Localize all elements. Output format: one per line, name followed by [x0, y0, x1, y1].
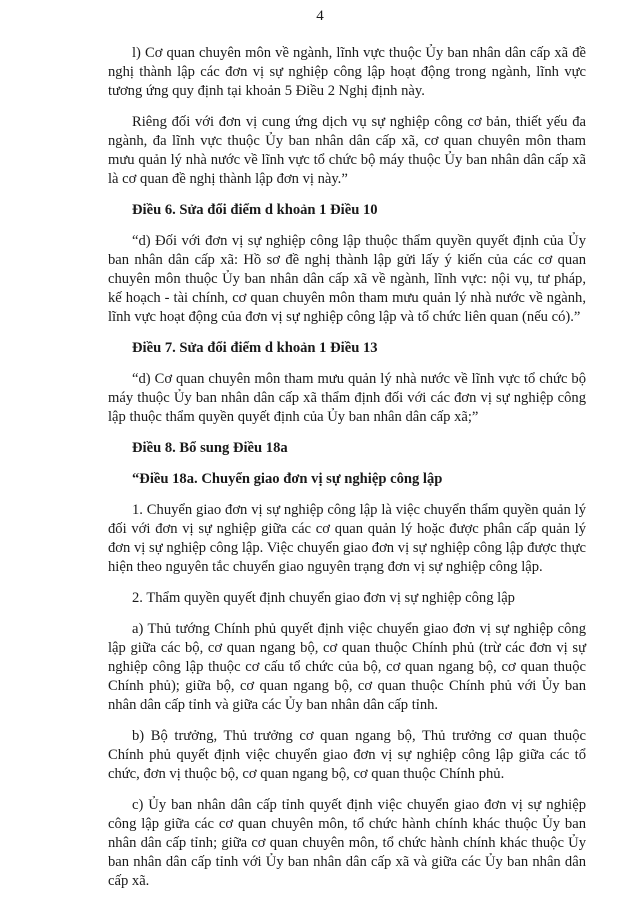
page-number: 4	[316, 8, 324, 24]
paragraph-special-unit: Riêng đối với đơn vị cung ứng dịch vụ sự nghiệp công cơ bản, thiết yếu đa ngành, đa lĩnh vực thuộc Ủy ban nhân dân cấp xã, cơ quan chuyên môn tham mưu quản lý nhà nước về lĩnh vực tổ chức bộ máy thuộc Ủy ban nhân dân cấp xã là cơ quan đề nghị thành lập đơn vị này.”	[108, 114, 586, 187]
paragraph-article-7-point-d: “d) Cơ quan chuyên môn tham mưu quản lý nhà nước về lĩnh vực tổ chức bộ máy thuộc Ủy ban nhân dân cấp xã thẩm định đối với các đơn vị sự nghiệp công lập thuộc thẩm quyền quyết định của Ủy ban nhân dân cấp xã;”	[108, 371, 586, 425]
paragraph-18a-point-b: b) Bộ trưởng, Thủ trưởng cơ quan ngang bộ, Thủ trưởng cơ quan thuộc Chính phủ quyết định việc chuyển giao đơn vị sự nghiệp công lập giữa các tổ chức, đơn vị thuộc bộ, cơ quan ngang bộ, cơ quan thuộc Chính phủ.	[108, 728, 586, 782]
heading-article-6: Điều 6. Sửa đổi điểm d khoản 1 Điều 10	[132, 202, 378, 218]
heading-article-7: Điều 7. Sửa đổi điểm d khoản 1 Điều 13	[132, 340, 378, 356]
paragraph-18a-clause-1: 1. Chuyển giao đơn vị sự nghiệp công lập là việc chuyển thẩm quyền quản lý đối với đơn vị sự nghiệp giữa các cơ quan quản lý hoặc được phân cấp quản lý đơn vị sự nghiệp công lập. Việc chuyển giao đơn vị sự nghiệp công lập được thực hiện theo nguyên tắc chuyển giao nguyên trạng đơn vị sự nghiệp công lập.	[108, 502, 586, 575]
paragraph-18a-point-a: a) Thủ tướng Chính phủ quyết định việc chuyển giao đơn vị sự nghiệp công lập giữa các bộ, cơ quan ngang bộ, cơ quan thuộc Chính phủ (trừ các đơn vị sự nghiệp công lập thuộc cơ cấu tổ chức của bộ, cơ quan ngang bộ, cơ quan thuộc Chính phủ); giữa bộ, cơ quan ngang bộ, cơ quan thuộc Chính phủ với Ủy ban nhân dân cấp tỉnh và giữa các Ủy ban nhân dân cấp tỉnh.	[108, 621, 586, 713]
document-body	[108, 44, 586, 903]
paragraph-18a-clause-2: 2. Thẩm quyền quyết định chuyển giao đơn vị sự nghiệp công lập	[132, 590, 515, 606]
paragraph-clause-l: l) Cơ quan chuyên môn về ngành, lĩnh vực thuộc Ủy ban nhân dân cấp xã đề nghị thành lập các đơn vị sự nghiệp công lập hoạt động trong ngành, lĩnh vực tương ứng quy định tại khoản 5 Điều 2 Nghị định này.	[108, 45, 586, 99]
paragraph-18a-point-c: c) Ủy ban nhân dân cấp tỉnh quyết định việc chuyển giao đơn vị sự nghiệp công lập giữa các cơ quan chuyên môn, tổ chức hành chính khác thuộc Ủy ban nhân dân cấp tỉnh; giữa cơ quan chuyên môn, tổ chức hành chính khác thuộc Ủy ban nhân dân cấp tỉnh với Ủy ban nhân dân cấp xã và giữa các Ủy ban nhân dân cấp xã.	[108, 797, 586, 889]
paragraph-article-6-point-d: “d) Đối với đơn vị sự nghiệp công lập thuộc thẩm quyền quyết định của Ủy ban nhân dân cấp xã: Hồ sơ đề nghị thành lập gửi lấy ý kiến của các cơ quan chuyên môn thuộc Ủy ban nhân dân cấp xã về ngành, lĩnh vực: nội vụ, tư pháp, kế hoạch - tài chính, cơ quan chuyên môn tham mưu quản lý nhà nước về ngành, lĩnh vực hoạt động của đơn vị sự nghiệp công lập và tổ chức liên quan (nếu có).”	[108, 233, 586, 325]
heading-article-8: Điều 8. Bổ sung Điều 18a	[132, 440, 288, 456]
heading-article-18a: “Điều 18a. Chuyển giao đơn vị sự nghiệp công lập	[132, 471, 443, 487]
